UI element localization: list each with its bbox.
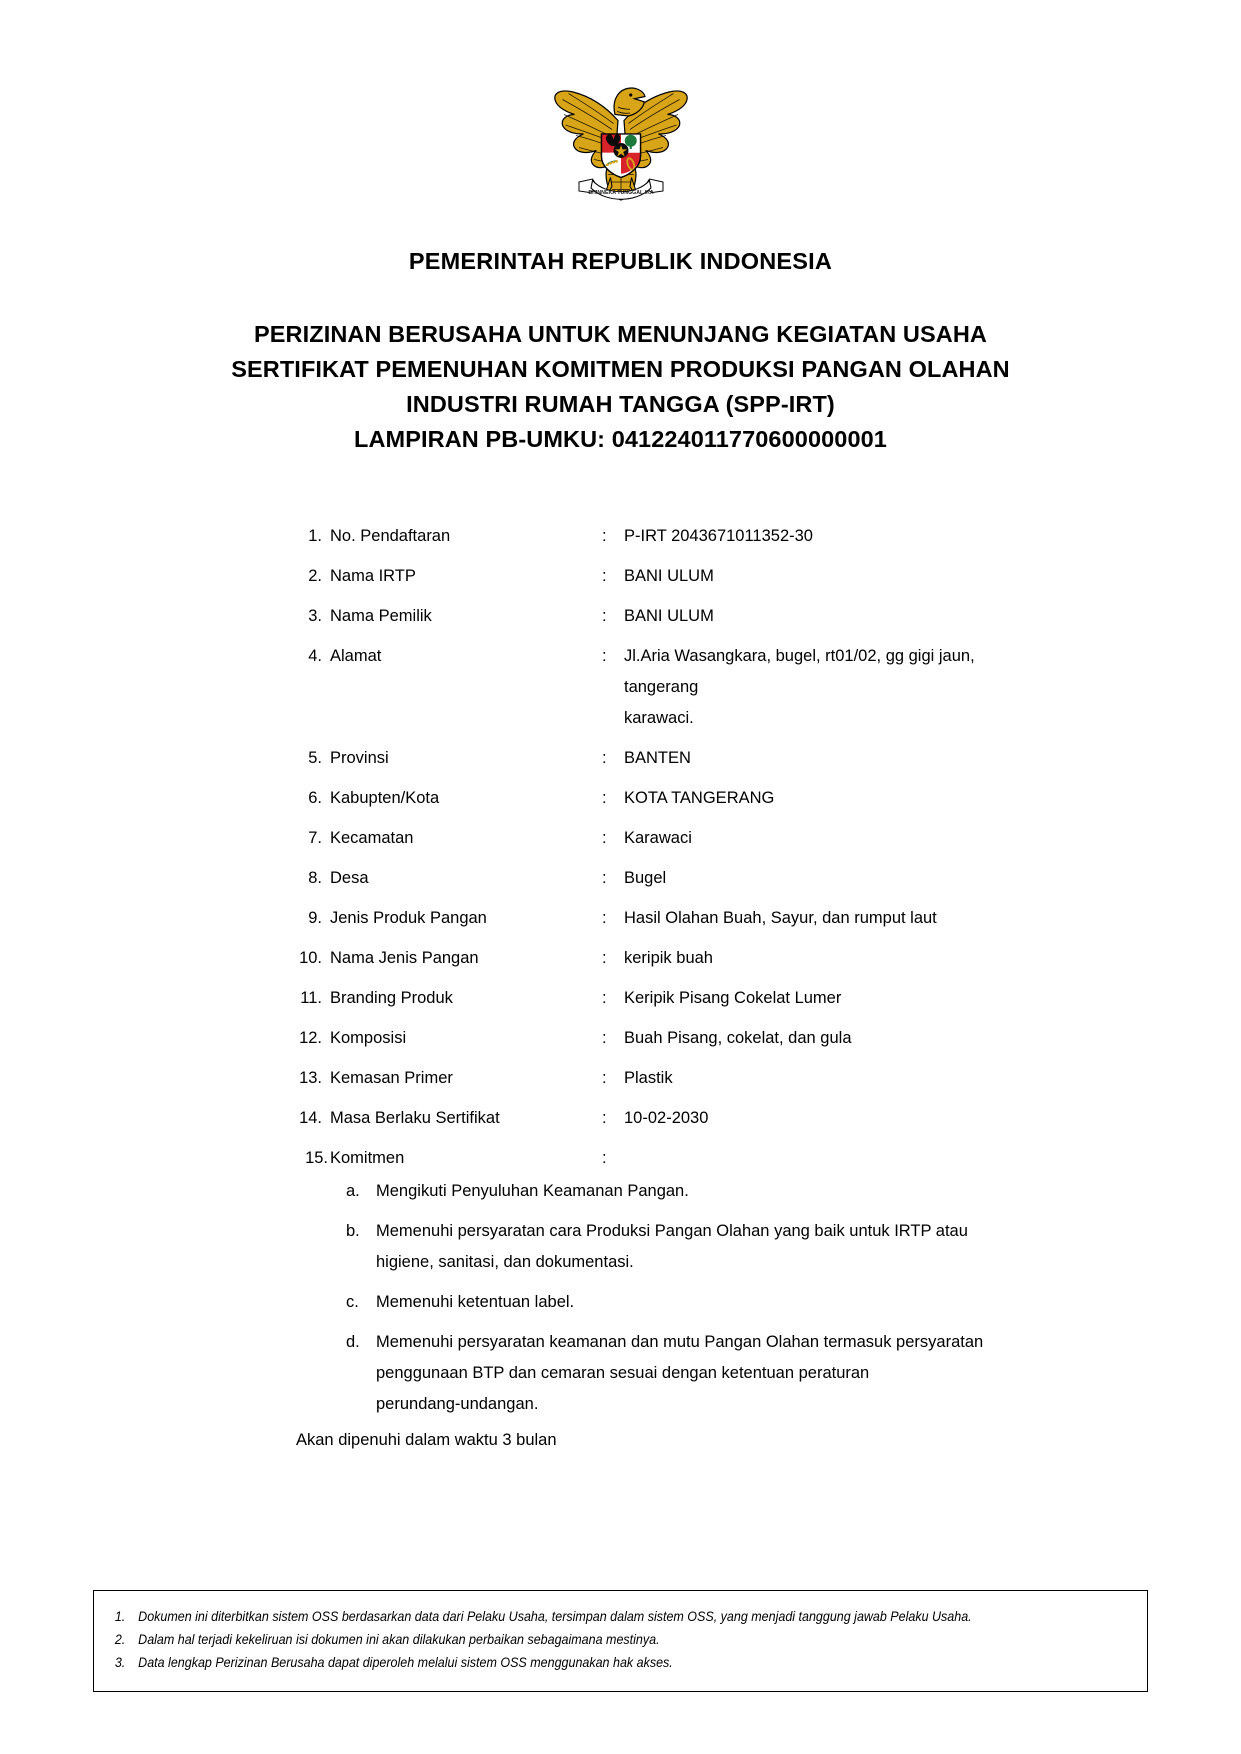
row-value xyxy=(624,641,996,734)
row-number: 5. xyxy=(308,749,322,767)
detail-row-no-pendaftaran xyxy=(296,528,996,552)
row-value-line-1: Jl.Aria Wasangkara, bugel, rt01/02, gg gigi jaun, tangerang xyxy=(624,647,975,696)
komitmen-item-d xyxy=(346,1334,996,1420)
row-label: Komposisi xyxy=(330,1029,407,1047)
row-value: BANI ULUM xyxy=(624,567,714,585)
garuda-eye xyxy=(629,93,632,96)
certificate-title-line-2: SERTIFIKAT PEMENUHAN KOMITMEN PRODUKSI PANGAN OLAHAN xyxy=(231,356,1010,383)
row-colon: : xyxy=(602,1029,607,1047)
row-colon: : xyxy=(602,949,607,967)
row-value: Buah Pisang, cokelat, dan gula xyxy=(624,1029,852,1047)
row-colon: : xyxy=(602,1069,607,1087)
row-number: 2. xyxy=(308,567,322,585)
title-block xyxy=(0,248,1241,457)
row-number: 7. xyxy=(308,829,322,847)
row-label: Nama Jenis Pangan xyxy=(330,949,479,967)
detail-row-jenis-produk-pangan xyxy=(296,910,996,934)
komitmen-item-letter: c. xyxy=(346,1292,359,1311)
row-number: 4. xyxy=(308,647,322,665)
row-colon: : xyxy=(602,789,607,807)
row-number: 9. xyxy=(308,909,322,927)
certificate-details-list xyxy=(296,528,996,1448)
row-label: Nama IRTP xyxy=(330,567,416,585)
komitmen-item-b xyxy=(346,1223,996,1278)
star-symbol xyxy=(613,143,628,158)
footer-disclaimer-box xyxy=(93,1590,1148,1692)
certificate-title-line-3: INDUSTRI RUMAH TANGGA (SPP-IRT) xyxy=(406,391,835,418)
row-number: 15. xyxy=(305,1149,328,1167)
row-colon: : xyxy=(602,829,607,847)
row-value: Karawaci xyxy=(624,829,692,847)
row-number: 3. xyxy=(308,607,322,625)
motto-text: BHINNEKA TUNGGAL IKA xyxy=(587,190,654,196)
row-number: 13. xyxy=(299,1069,322,1087)
row-colon: : xyxy=(602,909,607,927)
lampiran-pb-umku-line: LAMPIRAN PB-UMKU: 041224011770600000001 xyxy=(354,426,887,453)
footer-note-text: Dokumen ini diterbitkan sistem OSS berdasarkan data dari Pelaku Usaha, tersimpan dalam sistem OSS, yang menjadi tanggung jawab Pelaku Usaha. xyxy=(138,1609,972,1624)
row-value: BANI ULUM xyxy=(624,607,714,625)
detail-row-nama-irtp xyxy=(296,568,996,592)
komitmen-item-text: Mengikuti Penyuluhan Keamanan Pangan. xyxy=(376,1181,689,1200)
footer-note-number: 2. xyxy=(114,1632,126,1647)
row-colon: : xyxy=(602,749,607,767)
komitmen-item-letter: d. xyxy=(346,1332,360,1351)
row-colon: : xyxy=(602,1149,607,1167)
row-label: Masa Berlaku Sertifikat xyxy=(330,1109,500,1127)
title-spacer xyxy=(0,275,1241,317)
row-value: Hasil Olahan Buah, Sayur, dan rumput laut xyxy=(624,909,937,927)
row-label: Provinsi xyxy=(330,749,389,767)
detail-row-masa-berlaku-sertifikat xyxy=(296,1110,996,1134)
row-value: keripik buah xyxy=(624,949,713,967)
komitmen-item-text xyxy=(376,1327,996,1420)
komitmen-item-text-line-2: higiene, sanitasi, dan dokumentasi. xyxy=(376,1252,634,1271)
row-label: Jenis Produk Pangan xyxy=(330,909,487,927)
footer-note-1 xyxy=(94,1605,1063,1628)
komitmen-item-text-line-3: perundang-undangan. xyxy=(376,1394,539,1413)
row-value: Keripik Pisang Cokelat Lumer xyxy=(624,989,842,1007)
detail-row-nama-pemilik xyxy=(296,608,996,632)
detail-row-komposisi xyxy=(296,1030,996,1054)
detail-row-desa xyxy=(296,870,996,894)
detail-row-kabupaten-kota xyxy=(296,790,996,814)
certificate-title-line-1: PERIZINAN BERUSAHA UNTUK MENUNJANG KEGIATAN USAHA xyxy=(254,321,987,348)
row-number: 12. xyxy=(299,1029,322,1047)
row-number: 8. xyxy=(308,869,322,887)
footer-note-text: Dalam hal terjadi kekeliruan isi dokumen ini akan dilakukan perbaikan sebagaimana mestinya. xyxy=(138,1632,660,1647)
komitmen-sublist xyxy=(346,1183,996,1420)
row-number: 1. xyxy=(308,527,322,545)
detail-row-branding-produk xyxy=(296,990,996,1014)
komitmen-closing-text: Akan dipenuhi dalam waktu 3 bulan xyxy=(296,1430,557,1449)
row-colon: : xyxy=(602,527,607,545)
row-colon: : xyxy=(602,607,607,625)
detail-row-nama-jenis-pangan xyxy=(296,950,996,974)
row-label: Nama Pemilik xyxy=(330,607,432,625)
government-line: PEMERINTAH REPUBLIK INDONESIA xyxy=(408,248,833,274)
row-value: Plastik xyxy=(624,1069,673,1087)
row-label: No. Pendaftaran xyxy=(330,527,451,545)
footer-note-text: Data lengkap Perizinan Berusaha dapat diperoleh melalui sistem OSS menggunakan hak akses. xyxy=(138,1655,673,1670)
row-colon: : xyxy=(602,869,607,887)
garuda-pancasila-icon xyxy=(546,68,696,218)
row-number: 11. xyxy=(300,989,322,1007)
komitmen-item-text: Memenuhi ketentuan label. xyxy=(376,1292,575,1311)
row-colon: : xyxy=(602,1109,607,1127)
row-colon: : xyxy=(602,567,607,585)
row-label: Kabupten/Kota xyxy=(330,789,440,807)
row-number: 10. xyxy=(299,949,322,967)
komitmen-item-letter: a. xyxy=(346,1181,360,1200)
garuda-emblem-container xyxy=(0,68,1241,223)
row-number: 6. xyxy=(308,789,322,807)
komitmen-item-c xyxy=(346,1294,996,1318)
row-label: Alamat xyxy=(330,647,382,665)
komitmen-item-text-line-2: penggunaan BTP dan cemaran sesuai dengan ketentuan peraturan xyxy=(376,1363,870,1382)
row-colon: : xyxy=(602,647,607,665)
row-label: Komitmen xyxy=(330,1149,405,1167)
row-label: Branding Produk xyxy=(330,989,453,1007)
row-value: KOTA TANGERANG xyxy=(624,789,775,807)
detail-row-kemasan-primer xyxy=(296,1070,996,1094)
komitmen-item-a xyxy=(346,1183,996,1207)
komitmen-item-text xyxy=(376,1216,996,1278)
footer-note-3 xyxy=(94,1651,1063,1674)
row-value: 10-02-2030 xyxy=(624,1109,709,1127)
komitmen-item-letter: b. xyxy=(346,1221,360,1240)
row-value: Bugel xyxy=(624,869,667,887)
detail-row-komitmen xyxy=(296,1150,996,1167)
row-value: P-IRT 2043671011352-30 xyxy=(624,527,813,545)
row-colon: : xyxy=(602,989,607,1007)
row-label: Desa xyxy=(330,869,369,887)
komitmen-item-text-line-1: Memenuhi persyaratan cara Produksi Pangan Olahan yang baik untuk IRTP atau xyxy=(376,1221,968,1240)
footer-note-number: 1. xyxy=(114,1609,126,1624)
footer-note-number: 3. xyxy=(114,1655,126,1670)
row-value: BANTEN xyxy=(624,749,691,767)
row-value-line-2: karawaci. xyxy=(624,709,694,727)
row-label: Kecamatan xyxy=(330,829,414,847)
detail-row-provinsi xyxy=(296,750,996,774)
detail-row-kecamatan xyxy=(296,830,996,854)
footer-note-2 xyxy=(94,1628,1063,1651)
row-label: Kemasan Primer xyxy=(330,1069,453,1087)
row-number: 14. xyxy=(299,1109,322,1127)
komitmen-item-text-line-1: Memenuhi persyaratan keamanan dan mutu Pangan Olahan termasuk persyaratan xyxy=(376,1332,984,1351)
detail-row-alamat xyxy=(296,648,996,734)
